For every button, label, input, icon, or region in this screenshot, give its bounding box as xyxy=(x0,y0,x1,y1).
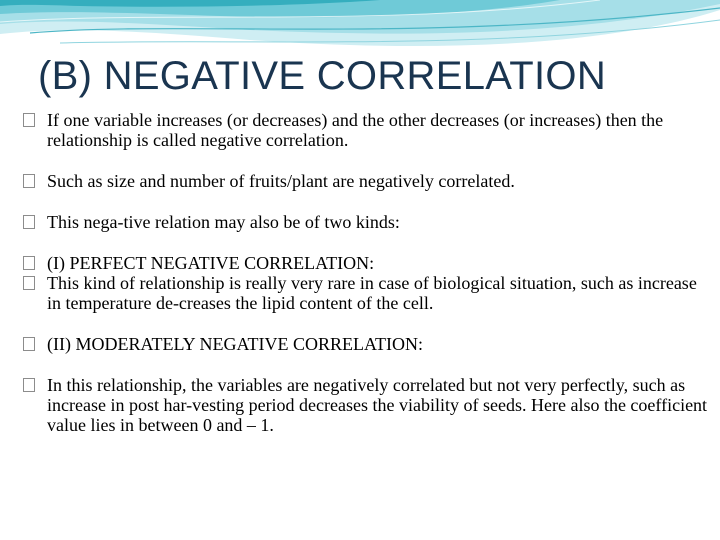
bullet-text: This kind of relationship is really very rare in case of biological situation, such as increase in temperature de-creases the lipid content of the cell. xyxy=(47,273,697,313)
bullet-text: If one variable increases (or decreases) and the other decreases (or increases) then the relationship is called negative correlation. xyxy=(47,110,664,150)
bullet-text: In this relationship, the variables are negatively correlated but not very perfectly, such as increase in post har-vesting period decreases the viability of seeds. Here also the coefficient value lies in between 0 and – 1. xyxy=(47,375,708,435)
bullet-perfect-heading xyxy=(22,253,712,273)
bullet-text: (II) MODERATELY NEGATIVE CORRELATION: xyxy=(47,334,423,354)
bullet-box-icon xyxy=(23,256,35,270)
bullet-box-icon xyxy=(23,276,35,290)
bullet-box-icon xyxy=(23,174,35,188)
bullet-moderate-description xyxy=(22,375,712,435)
bullet-definition xyxy=(22,110,712,150)
slide-title: (B) NEGATIVE CORRELATION xyxy=(38,54,607,98)
bullet-box-icon xyxy=(23,215,35,229)
bullet-text: This nega-tive relation may also be of two kinds: xyxy=(47,212,400,232)
bullet-list xyxy=(22,110,712,435)
bullet-box-icon xyxy=(23,378,35,392)
bullet-perfect-description xyxy=(22,273,712,313)
bullet-moderate-heading xyxy=(22,334,712,354)
bullet-box-icon xyxy=(23,113,35,127)
bullet-two-kinds xyxy=(22,212,712,232)
bullet-text: Such as size and number of fruits/plant are negatively correlated. xyxy=(47,171,515,191)
bullet-box-icon xyxy=(23,337,35,351)
bullet-example xyxy=(22,171,712,191)
bullet-text: (I) PERFECT NEGATIVE CORRELATION: xyxy=(47,253,375,273)
